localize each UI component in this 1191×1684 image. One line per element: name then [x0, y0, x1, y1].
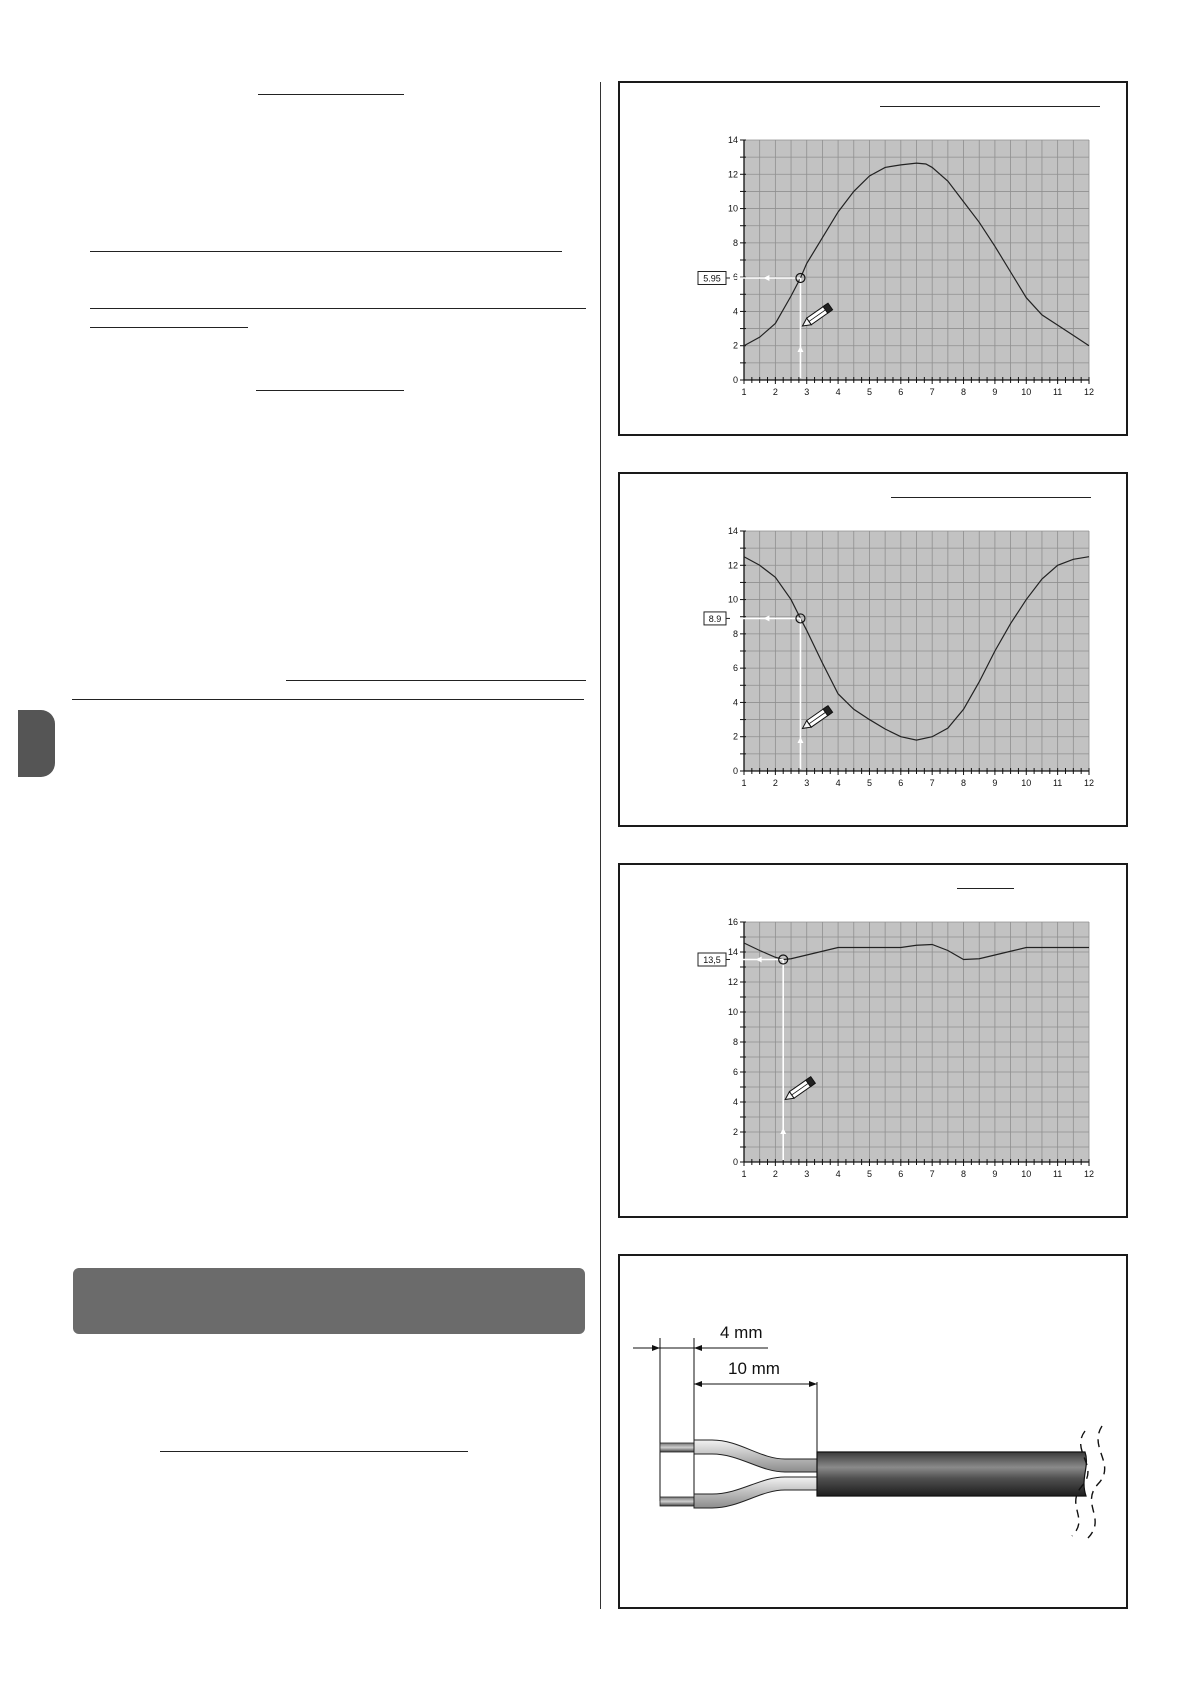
wire-insulation-top	[694, 1440, 820, 1472]
y-tick-label: 0	[732, 1157, 738, 1167]
y-tick-label: 12	[727, 977, 738, 987]
y-tick-label: 0	[732, 375, 738, 385]
section-banner	[73, 1268, 585, 1334]
y-tick-label: 14	[727, 947, 738, 957]
figure-cable-stripping	[618, 1254, 1128, 1609]
heading-underline-1	[258, 94, 404, 95]
y-tick-label: 4	[732, 1097, 738, 1107]
link-underline-1	[90, 251, 562, 252]
figure-chart-3	[618, 863, 1128, 1218]
x-tick-label: 5	[866, 1169, 872, 1179]
x-tick-label: 7	[929, 387, 935, 397]
x-tick-label: 12	[1083, 387, 1095, 397]
cable-sheath	[817, 1452, 1086, 1496]
x-tick-label: 6	[898, 387, 904, 397]
x-tick-label: 5	[866, 387, 872, 397]
y-tick-label: 14	[727, 135, 738, 145]
x-tick-label: 9	[992, 778, 998, 788]
y-tick-label: 6	[732, 272, 738, 283]
y-tick-label: 8	[732, 237, 738, 248]
y-tick-label: 10	[727, 594, 738, 605]
x-tick-label: 6	[898, 1169, 904, 1179]
x-tick-label: 12	[1083, 778, 1095, 788]
x-tick-label: 10	[1021, 387, 1032, 397]
x-tick-label: 10	[1021, 778, 1032, 788]
value-readout-label: 13,5	[703, 955, 721, 965]
heading-underline-3	[160, 1451, 468, 1452]
y-tick-label: 14	[727, 526, 738, 536]
x-tick-label: 8	[961, 1169, 967, 1179]
x-tick-label: 3	[804, 778, 810, 788]
x-tick-label: 1	[741, 387, 747, 397]
y-tick-label: 2	[732, 731, 738, 742]
x-tick-label: 11	[1052, 778, 1063, 788]
chart-3	[620, 865, 1126, 1216]
x-tick-label: 1	[741, 778, 747, 788]
wire-insulation-bottom	[694, 1477, 820, 1508]
x-tick-label: 4	[835, 778, 841, 788]
heading-underline-2	[256, 390, 404, 391]
x-tick-label: 7	[929, 1169, 935, 1179]
y-tick-label: 16	[727, 917, 738, 927]
dim-10mm-label: 10 mm	[728, 1359, 780, 1378]
x-tick-label: 11	[1052, 387, 1063, 397]
chart-1	[620, 83, 1126, 434]
x-tick-label: 4	[835, 387, 841, 397]
link-underline-3	[90, 327, 248, 328]
dim-4mm-label: 4 mm	[720, 1323, 763, 1342]
y-tick-label: 12	[727, 560, 738, 571]
figure-chart-2	[618, 472, 1128, 827]
y-tick-label: 0	[732, 766, 738, 776]
x-tick-label: 8	[961, 778, 967, 788]
wire-conductor-bottom	[660, 1497, 696, 1506]
y-tick-label: 12	[727, 169, 738, 180]
x-tick-label: 9	[992, 387, 998, 397]
section-rule	[72, 699, 584, 700]
value-readout-label: 5.95	[703, 273, 721, 284]
wire-conductor-top	[660, 1443, 696, 1452]
column-divider	[600, 82, 601, 1609]
y-tick-label: 10	[727, 203, 738, 214]
x-tick-label: 9	[992, 1169, 998, 1179]
y-tick-label: 2	[732, 340, 738, 351]
y-tick-label: 2	[732, 1127, 738, 1137]
link-underline-4	[286, 680, 586, 681]
y-tick-label: 8	[732, 628, 738, 639]
y-tick-label: 8	[732, 1037, 738, 1047]
x-tick-label: 11	[1052, 1169, 1063, 1179]
x-tick-label: 10	[1021, 1169, 1032, 1179]
y-tick-label: 10	[727, 1007, 738, 1017]
x-tick-label: 12	[1083, 1169, 1095, 1179]
y-tick-label: 6	[732, 663, 738, 674]
y-tick-label: 4	[732, 697, 738, 708]
link-underline-2	[90, 308, 586, 309]
x-tick-label: 2	[772, 778, 778, 788]
x-tick-label: 3	[804, 1169, 810, 1179]
x-tick-label: 7	[929, 778, 935, 788]
x-tick-label: 6	[898, 778, 904, 788]
chapter-side-tab	[18, 710, 55, 777]
value-readout-label: 8.9	[708, 613, 722, 624]
x-tick-label: 2	[772, 387, 778, 397]
x-tick-label: 3	[804, 387, 810, 397]
x-tick-label: 2	[772, 1169, 778, 1179]
y-tick-label: 4	[732, 306, 738, 317]
chart-2	[620, 474, 1126, 825]
figure-chart-1	[618, 81, 1128, 436]
y-tick-label: 6	[732, 1067, 738, 1077]
x-tick-label: 4	[835, 1169, 841, 1179]
x-tick-label: 8	[961, 387, 967, 397]
x-tick-label: 1	[741, 1169, 747, 1179]
cable-diagram	[620, 1256, 1126, 1607]
x-tick-label: 5	[866, 778, 872, 788]
